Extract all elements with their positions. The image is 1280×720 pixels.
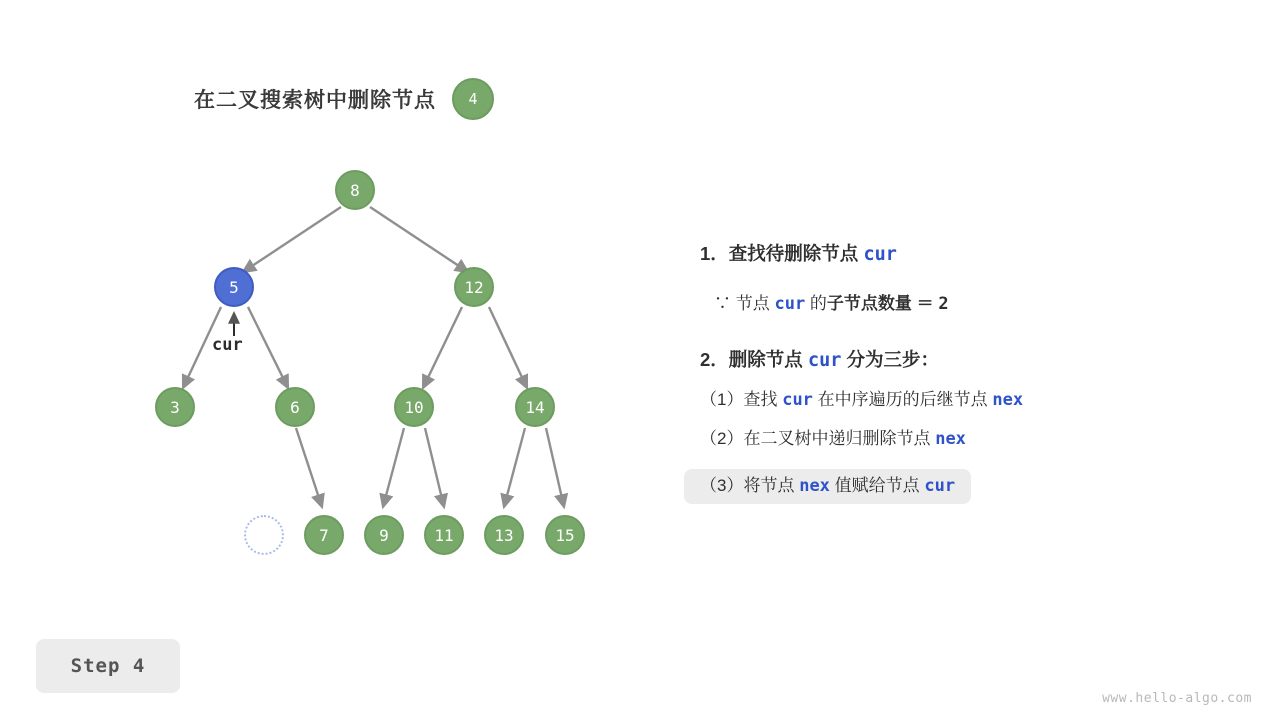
tree-node[interactable]: 3 xyxy=(155,387,195,427)
tree-node[interactable]: 9 xyxy=(364,515,404,555)
step1-prefix: 1．查找待删除节点 xyxy=(700,243,859,264)
reason-bold: 子节点数量 xyxy=(826,294,912,314)
tree-node-cur[interactable]: 5 xyxy=(214,267,254,307)
tree-node-removed-placeholder xyxy=(244,515,284,555)
title-text: 在二叉搜索树中删除节点 xyxy=(194,89,436,112)
substep-3-highlighted xyxy=(684,469,971,505)
substep2-text-a: （2）在二叉树中递归删除节点 xyxy=(700,429,931,449)
tree-node[interactable]: 13 xyxy=(484,515,524,555)
substep-3-wrapper xyxy=(700,465,1260,513)
substep1-var-nex: nex xyxy=(992,390,1024,411)
step1-var: cur xyxy=(863,244,897,265)
reason-var: cur xyxy=(774,294,806,315)
step-badge: Step 4 xyxy=(36,639,180,693)
substep1-text-b: 在中序遍历的后继节点 xyxy=(817,390,988,410)
step1-line xyxy=(700,244,1260,265)
step2-suffix: 分为三步： xyxy=(846,349,940,371)
substep3-var-nex: nex xyxy=(799,475,830,496)
step2-var: cur xyxy=(807,350,842,372)
tree-node[interactable]: 6 xyxy=(275,387,315,427)
tree-node[interactable]: 14 xyxy=(515,387,555,427)
cur-pointer-label: cur xyxy=(212,335,243,355)
substep3-var-cur: cur xyxy=(924,475,956,496)
reason-line xyxy=(700,295,1260,314)
tree-node[interactable]: 10 xyxy=(394,387,434,427)
reason-text-b: 的 xyxy=(809,294,827,314)
substep1-text-a: （1）查找 xyxy=(700,390,778,410)
tree-node[interactable]: 12 xyxy=(454,267,494,307)
reason-text-a: 节点 xyxy=(735,294,770,314)
substep1-var-cur: cur xyxy=(782,390,813,411)
substep2-var-nex: nex xyxy=(935,429,966,450)
title-step-badge: 4 xyxy=(452,78,494,120)
substep3-text-b: 值赋给节点 xyxy=(834,475,920,495)
step2-prefix: 2．删除节点 xyxy=(700,349,803,371)
reason-equals: ＝ xyxy=(916,294,934,315)
explanation-panel xyxy=(700,244,1260,524)
reason-value: 2 xyxy=(938,294,949,315)
substep-2 xyxy=(700,426,1260,453)
substep-1 xyxy=(700,387,1260,414)
tree-node[interactable]: 11 xyxy=(424,515,464,555)
tree-node[interactable]: 8 xyxy=(335,170,375,210)
tree-node[interactable]: 15 xyxy=(545,515,585,555)
reason-symbol: ∵ xyxy=(714,294,731,314)
watermark: www.hello-algo.com xyxy=(1102,691,1252,706)
substep3-text-a: （3）将节点 xyxy=(700,475,795,495)
step2-line xyxy=(700,350,1260,371)
binary-tree-diagram xyxy=(0,0,660,620)
tree-node[interactable]: 7 xyxy=(304,515,344,555)
